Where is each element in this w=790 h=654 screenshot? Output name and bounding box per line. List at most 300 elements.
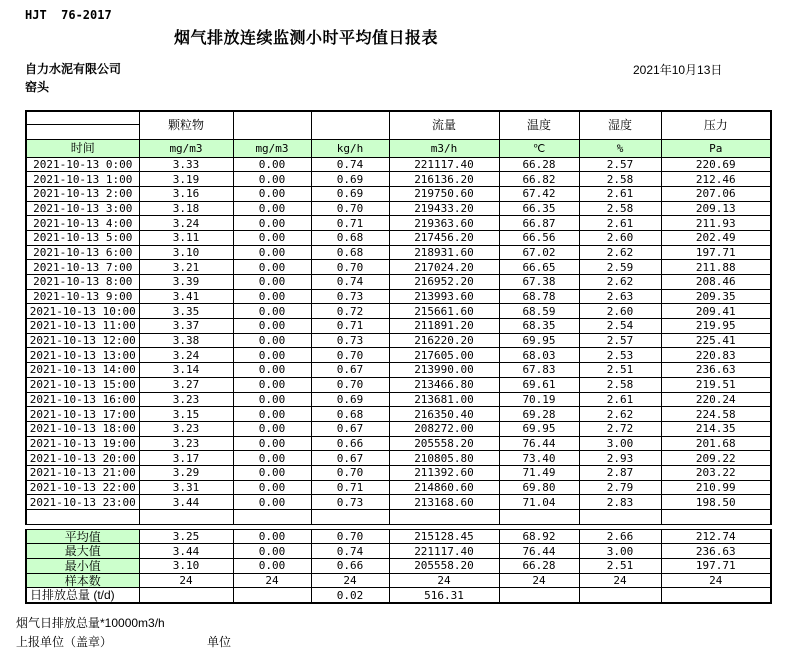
time-cell: 2021-10-13 11:00 — [26, 319, 139, 334]
value-cell: 0.00 — [233, 333, 311, 348]
page-title: 烟气排放连续监测小时平均值日报表 — [174, 30, 439, 47]
value-cell: 213168.60 — [389, 495, 499, 510]
value-cell: 2.72 — [579, 421, 661, 436]
table-row — [26, 348, 771, 363]
group-header-humidity: 湿度 — [579, 111, 661, 139]
value-cell: 0.70 — [311, 201, 389, 216]
table-row — [26, 363, 771, 378]
summary-value-cell: 0.70 — [311, 529, 389, 544]
table-row — [26, 421, 771, 436]
value-cell: 203.22 — [661, 465, 771, 480]
value-cell: 69.95 — [499, 421, 579, 436]
spacer-row — [26, 510, 771, 525]
unit-header-row — [26, 139, 771, 157]
value-cell: 0.67 — [311, 363, 389, 378]
unit-mg-m3-2: mg/m3 — [233, 139, 311, 157]
value-cell: 2.62 — [579, 275, 661, 290]
summary-value-cell: 3.25 — [139, 529, 233, 544]
value-cell: 67.38 — [499, 275, 579, 290]
summary-row — [26, 544, 771, 559]
value-cell: 2.93 — [579, 451, 661, 466]
value-cell: 210.99 — [661, 480, 771, 495]
time-cell: 2021-10-13 0:00 — [26, 157, 139, 172]
summary-value-cell: 516.31 — [389, 588, 499, 603]
summary-value-cell: 76.44 — [499, 544, 579, 559]
value-cell: 197.71 — [661, 245, 771, 260]
group-header-temperature: 温度 — [499, 111, 579, 139]
summary-row — [26, 588, 771, 603]
unit-label: 单位 — [207, 635, 232, 649]
corner-cell-top — [26, 111, 139, 124]
value-cell: 2.60 — [579, 230, 661, 245]
value-cell: 3.15 — [139, 407, 233, 422]
value-cell: 69.61 — [499, 377, 579, 392]
time-cell: 2021-10-13 22:00 — [26, 480, 139, 495]
hourly-data-table — [25, 110, 772, 525]
summary-value-cell — [233, 588, 311, 603]
value-cell: 0.72 — [311, 304, 389, 319]
table-row — [26, 172, 771, 187]
time-cell: 2021-10-13 10:00 — [26, 304, 139, 319]
value-cell: 0.00 — [233, 216, 311, 231]
value-cell: 2.58 — [579, 377, 661, 392]
value-cell: 2.62 — [579, 245, 661, 260]
value-cell: 0.00 — [233, 157, 311, 172]
summary-value-cell: 24 — [661, 573, 771, 588]
time-cell: 2021-10-13 6:00 — [26, 245, 139, 260]
value-cell: 0.69 — [311, 392, 389, 407]
value-cell: 209.22 — [661, 451, 771, 466]
summary-value-cell: 212.74 — [661, 529, 771, 544]
value-cell: 213681.00 — [389, 392, 499, 407]
group-header-flow: 流量 — [389, 111, 499, 139]
value-cell: 3.24 — [139, 216, 233, 231]
unit-percent: % — [579, 139, 661, 157]
value-cell: 208.46 — [661, 275, 771, 290]
summary-value-cell — [499, 588, 579, 603]
summary-value-cell: 0.66 — [311, 559, 389, 574]
reporting-unit-label: 上报单位（盖章） — [16, 635, 113, 649]
value-cell: 2.57 — [579, 333, 661, 348]
time-cell: 2021-10-13 5:00 — [26, 230, 139, 245]
value-cell: 3.27 — [139, 377, 233, 392]
time-cell: 2021-10-13 15:00 — [26, 377, 139, 392]
summary-table — [25, 529, 772, 604]
value-cell: 3.33 — [139, 157, 233, 172]
value-cell: 0.00 — [233, 495, 311, 510]
time-cell: 2021-10-13 8:00 — [26, 275, 139, 290]
table-row — [26, 245, 771, 260]
monitoring-point-name: 窑头 — [25, 80, 50, 94]
value-cell: 3.16 — [139, 186, 233, 201]
value-cell: 211392.60 — [389, 465, 499, 480]
summary-value-cell: 24 — [139, 573, 233, 588]
value-cell: 209.13 — [661, 201, 771, 216]
value-cell: 202.49 — [661, 230, 771, 245]
value-cell: 214860.60 — [389, 480, 499, 495]
value-cell: 3.00 — [579, 436, 661, 451]
time-cell: 2021-10-13 9:00 — [26, 289, 139, 304]
value-cell: 211.93 — [661, 216, 771, 231]
value-cell: 66.28 — [499, 157, 579, 172]
value-cell: 0.71 — [311, 216, 389, 231]
value-cell: 2.58 — [579, 201, 661, 216]
value-cell — [233, 510, 311, 525]
value-cell: 219.95 — [661, 319, 771, 334]
company-name: 自力水泥有限公司 — [25, 62, 122, 76]
value-cell: 0.73 — [311, 495, 389, 510]
value-cell: 205558.20 — [389, 436, 499, 451]
value-cell: 217456.20 — [389, 230, 499, 245]
summary-value-cell: 221117.40 — [389, 544, 499, 559]
footer-note: 烟气日排放总量*10000m3/h — [16, 616, 165, 630]
value-cell: 219.51 — [661, 377, 771, 392]
value-cell: 69.95 — [499, 333, 579, 348]
value-cell: 0.73 — [311, 289, 389, 304]
time-cell — [26, 510, 139, 525]
value-cell: 73.40 — [499, 451, 579, 466]
time-cell: 2021-10-13 19:00 — [26, 436, 139, 451]
table-row — [26, 319, 771, 334]
standard-code: HJT 76-2017 — [25, 8, 112, 22]
value-cell: 217605.00 — [389, 348, 499, 363]
table-row — [26, 201, 771, 216]
value-cell: 0.00 — [233, 363, 311, 378]
value-cell: 66.82 — [499, 172, 579, 187]
value-cell: 224.58 — [661, 407, 771, 422]
value-cell: 219750.60 — [389, 186, 499, 201]
time-cell: 2021-10-13 13:00 — [26, 348, 139, 363]
value-cell: 213993.60 — [389, 289, 499, 304]
summary-value-cell: 2.51 — [579, 559, 661, 574]
value-cell: 211891.20 — [389, 319, 499, 334]
report-date: 2021年10月13日 — [633, 63, 723, 77]
value-cell: 2.87 — [579, 465, 661, 480]
value-cell: 3.44 — [139, 495, 233, 510]
summary-label: 样本数 — [26, 573, 139, 588]
value-cell: 0.67 — [311, 451, 389, 466]
value-cell: 0.00 — [233, 289, 311, 304]
value-cell: 0.68 — [311, 407, 389, 422]
value-cell: 216136.20 — [389, 172, 499, 187]
summary-value-cell — [661, 588, 771, 603]
value-cell: 2.61 — [579, 186, 661, 201]
value-cell: 67.42 — [499, 186, 579, 201]
value-cell: 219433.20 — [389, 201, 499, 216]
value-cell: 218931.60 — [389, 245, 499, 260]
table-row — [26, 304, 771, 319]
value-cell: 212.46 — [661, 172, 771, 187]
value-cell — [499, 510, 579, 525]
value-cell: 3.24 — [139, 348, 233, 363]
table-row — [26, 436, 771, 451]
summary-label: 最小值 — [26, 559, 139, 574]
value-cell: 2.58 — [579, 172, 661, 187]
data-rows — [26, 157, 771, 524]
summary-value-cell: 24 — [233, 573, 311, 588]
group-header-blank-1 — [233, 111, 311, 139]
summary-value-cell: 3.00 — [579, 544, 661, 559]
value-cell: 3.23 — [139, 392, 233, 407]
group-header-blank-2 — [311, 111, 389, 139]
table-row — [26, 407, 771, 422]
value-cell: 3.10 — [139, 245, 233, 260]
value-cell: 217024.20 — [389, 260, 499, 275]
value-cell: 236.63 — [661, 363, 771, 378]
value-cell: 3.23 — [139, 436, 233, 451]
value-cell: 3.29 — [139, 465, 233, 480]
value-cell: 0.00 — [233, 201, 311, 216]
value-cell: 0.69 — [311, 186, 389, 201]
value-cell: 221117.40 — [389, 157, 499, 172]
summary-value-cell: 24 — [499, 573, 579, 588]
summary-row — [26, 559, 771, 574]
value-cell: 207.06 — [661, 186, 771, 201]
summary-value-cell: 0.00 — [233, 544, 311, 559]
time-cell: 2021-10-13 7:00 — [26, 260, 139, 275]
time-cell: 2021-10-13 16:00 — [26, 392, 139, 407]
table-row — [26, 495, 771, 510]
value-cell: 3.19 — [139, 172, 233, 187]
table-row — [26, 216, 771, 231]
value-cell: 0.00 — [233, 436, 311, 451]
value-cell: 2.53 — [579, 348, 661, 363]
value-cell: 219363.60 — [389, 216, 499, 231]
value-cell: 2.79 — [579, 480, 661, 495]
value-cell: 209.35 — [661, 289, 771, 304]
summary-value-cell: 24 — [389, 573, 499, 588]
value-cell: 201.68 — [661, 436, 771, 451]
value-cell: 0.73 — [311, 333, 389, 348]
summary-value-cell: 0.02 — [311, 588, 389, 603]
time-cell: 2021-10-13 21:00 — [26, 465, 139, 480]
unit-m3-h: m3/h — [389, 139, 499, 157]
value-cell: 0.00 — [233, 348, 311, 363]
summary-value-cell: 0.74 — [311, 544, 389, 559]
summary-value-cell: 24 — [579, 573, 661, 588]
table-row — [26, 157, 771, 172]
table-row — [26, 451, 771, 466]
value-cell: 68.78 — [499, 289, 579, 304]
summary-label: 最大值 — [26, 544, 139, 559]
time-cell: 2021-10-13 14:00 — [26, 363, 139, 378]
time-cell: 2021-10-13 18:00 — [26, 421, 139, 436]
value-cell: 3.41 — [139, 289, 233, 304]
table-row — [26, 377, 771, 392]
value-cell: 2.57 — [579, 157, 661, 172]
time-cell: 2021-10-13 12:00 — [26, 333, 139, 348]
summary-row — [26, 529, 771, 544]
value-cell: 0.66 — [311, 436, 389, 451]
value-cell: 0.71 — [311, 480, 389, 495]
value-cell — [139, 510, 233, 525]
value-cell: 209.41 — [661, 304, 771, 319]
value-cell: 0.74 — [311, 275, 389, 290]
summary-value-cell: 3.10 — [139, 559, 233, 574]
summary-label: 日排放总量 (t/d) — [26, 588, 139, 603]
value-cell: 0.70 — [311, 377, 389, 392]
value-cell: 0.00 — [233, 172, 311, 187]
time-cell: 2021-10-13 17:00 — [26, 407, 139, 422]
summary-value-cell: 0.00 — [233, 529, 311, 544]
value-cell: 69.28 — [499, 407, 579, 422]
value-cell — [661, 510, 771, 525]
table-row — [26, 230, 771, 245]
value-cell: 0.00 — [233, 230, 311, 245]
summary-value-cell — [579, 588, 661, 603]
value-cell: 0.00 — [233, 304, 311, 319]
value-cell: 71.04 — [499, 495, 579, 510]
summary-row — [26, 573, 771, 588]
table-row — [26, 465, 771, 480]
group-header-particulate: 颗粒物 — [139, 111, 233, 139]
value-cell — [311, 510, 389, 525]
value-cell: 0.00 — [233, 392, 311, 407]
value-cell: 0.68 — [311, 230, 389, 245]
time-cell: 2021-10-13 23:00 — [26, 495, 139, 510]
report-tables — [25, 110, 772, 604]
value-cell: 2.63 — [579, 289, 661, 304]
value-cell: 69.80 — [499, 480, 579, 495]
summary-value-cell: 24 — [311, 573, 389, 588]
value-cell: 0.00 — [233, 480, 311, 495]
summary-label: 平均值 — [26, 529, 139, 544]
value-cell: 3.21 — [139, 260, 233, 275]
summary-value-cell: 236.63 — [661, 544, 771, 559]
value-cell: 0.68 — [311, 245, 389, 260]
value-cell: 0.00 — [233, 319, 311, 334]
summary-value-cell: 3.44 — [139, 544, 233, 559]
value-cell: 3.17 — [139, 451, 233, 466]
value-cell: 214.35 — [661, 421, 771, 436]
value-cell: 216350.40 — [389, 407, 499, 422]
value-cell: 2.54 — [579, 319, 661, 334]
table-row — [26, 480, 771, 495]
value-cell: 0.69 — [311, 172, 389, 187]
summary-value-cell — [139, 588, 233, 603]
value-cell: 0.00 — [233, 245, 311, 260]
value-cell: 66.65 — [499, 260, 579, 275]
value-cell: 0.00 — [233, 451, 311, 466]
value-cell: 70.19 — [499, 392, 579, 407]
corner-cell-bottom — [26, 124, 139, 139]
value-cell: 216952.20 — [389, 275, 499, 290]
time-header: 时间 — [26, 139, 139, 157]
value-cell: 3.14 — [139, 363, 233, 378]
value-cell: 0.70 — [311, 260, 389, 275]
value-cell: 220.83 — [661, 348, 771, 363]
summary-value-cell: 0.00 — [233, 559, 311, 574]
value-cell: 0.70 — [311, 465, 389, 480]
value-cell: 0.00 — [233, 465, 311, 480]
value-cell: 210805.80 — [389, 451, 499, 466]
value-cell: 0.00 — [233, 186, 311, 201]
value-cell: 208272.00 — [389, 421, 499, 436]
value-cell: 213990.00 — [389, 363, 499, 378]
time-cell: 2021-10-13 20:00 — [26, 451, 139, 466]
value-cell: 211.88 — [661, 260, 771, 275]
value-cell: 0.71 — [311, 319, 389, 334]
value-cell: 2.61 — [579, 216, 661, 231]
value-cell: 2.59 — [579, 260, 661, 275]
value-cell: 3.23 — [139, 421, 233, 436]
value-cell: 2.62 — [579, 407, 661, 422]
unit-kg-h: kg/h — [311, 139, 389, 157]
table-row — [26, 333, 771, 348]
value-cell: 3.39 — [139, 275, 233, 290]
table-row — [26, 275, 771, 290]
header-row-top — [26, 111, 771, 124]
value-cell: 71.49 — [499, 465, 579, 480]
summary-value-cell: 68.92 — [499, 529, 579, 544]
time-cell: 2021-10-13 1:00 — [26, 172, 139, 187]
value-cell — [579, 510, 661, 525]
value-cell: 225.41 — [661, 333, 771, 348]
value-cell: 68.59 — [499, 304, 579, 319]
value-cell: 0.00 — [233, 377, 311, 392]
value-cell: 66.56 — [499, 230, 579, 245]
value-cell: 213466.80 — [389, 377, 499, 392]
value-cell: 216220.20 — [389, 333, 499, 348]
group-header-pressure: 压力 — [661, 111, 771, 139]
time-cell: 2021-10-13 2:00 — [26, 186, 139, 201]
value-cell: 2.51 — [579, 363, 661, 378]
value-cell: 68.03 — [499, 348, 579, 363]
value-cell: 0.00 — [233, 407, 311, 422]
value-cell: 0.00 — [233, 421, 311, 436]
unit-pa: Pa — [661, 139, 771, 157]
value-cell: 0.00 — [233, 260, 311, 275]
unit-celsius: ℃ — [499, 139, 579, 157]
value-cell: 2.61 — [579, 392, 661, 407]
value-cell: 68.35 — [499, 319, 579, 334]
unit-mg-m3-1: mg/m3 — [139, 139, 233, 157]
value-cell: 67.83 — [499, 363, 579, 378]
time-cell: 2021-10-13 3:00 — [26, 201, 139, 216]
summary-value-cell: 205558.20 — [389, 559, 499, 574]
value-cell: 3.37 — [139, 319, 233, 334]
summary-value-cell: 66.28 — [499, 559, 579, 574]
value-cell: 3.38 — [139, 333, 233, 348]
value-cell: 0.00 — [233, 275, 311, 290]
summary-value-cell: 215128.45 — [389, 529, 499, 544]
value-cell: 2.60 — [579, 304, 661, 319]
value-cell: 198.50 — [661, 495, 771, 510]
value-cell: 0.70 — [311, 348, 389, 363]
value-cell: 76.44 — [499, 436, 579, 451]
value-cell: 3.31 — [139, 480, 233, 495]
value-cell: 67.02 — [499, 245, 579, 260]
value-cell: 220.69 — [661, 157, 771, 172]
value-cell: 66.87 — [499, 216, 579, 231]
value-cell: 2.83 — [579, 495, 661, 510]
value-cell: 3.35 — [139, 304, 233, 319]
value-cell: 0.67 — [311, 421, 389, 436]
summary-rows — [26, 529, 771, 602]
table-row — [26, 260, 771, 275]
time-cell: 2021-10-13 4:00 — [26, 216, 139, 231]
value-cell — [389, 510, 499, 525]
value-cell: 215661.60 — [389, 304, 499, 319]
value-cell: 3.18 — [139, 201, 233, 216]
summary-value-cell: 2.66 — [579, 529, 661, 544]
value-cell: 220.24 — [661, 392, 771, 407]
summary-value-cell: 197.71 — [661, 559, 771, 574]
table-row — [26, 289, 771, 304]
value-cell: 3.11 — [139, 230, 233, 245]
value-cell: 0.74 — [311, 157, 389, 172]
table-row — [26, 392, 771, 407]
